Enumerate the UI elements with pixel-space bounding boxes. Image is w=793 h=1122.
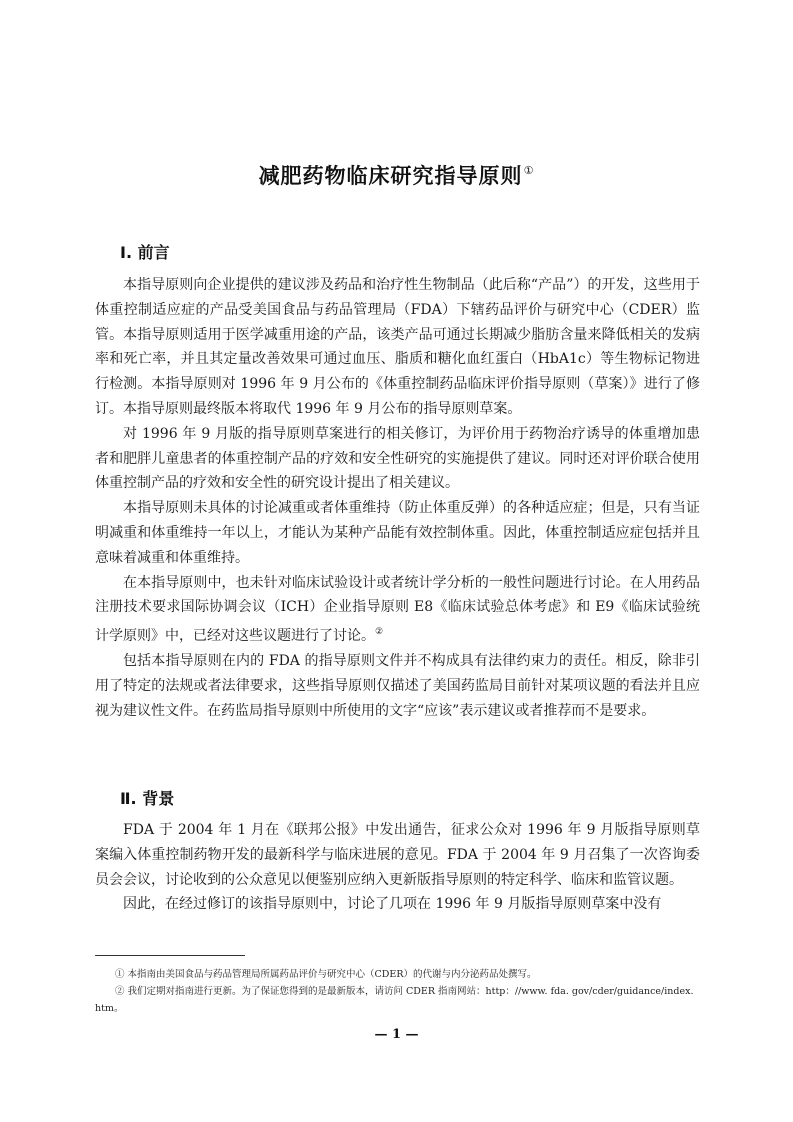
page-number: — 1 — (374, 1027, 419, 1042)
footnote-divider (95, 955, 245, 956)
paragraph-with-note (95, 571, 700, 649)
footnote: ② 我们定期对指南进行更新。为了保证您得到的是最新版本，请访问 CDER 指南网站：http：//www. fda. gov/cder/guidance/index. htm。 (95, 986, 694, 1014)
paragraph: 本指导原则向企业提供的建议涉及药品和治疗性生物制品（此后称“产品”）的开发，这些用于体重控制适应症的产品受美国食品与药品管理局（FDA）下辖药品评价与研究中心（CDER）监管。本指导原则适用于医学减重用途的产品，该类产品可通过长期减少脂肪含量来降低相关的发病率和死亡率，并且其定量改善效果可通过血压、脂质和糖化血红蛋白（HbA1c）等生物标记物进行检测。本指导原则对 1996 年 9 月公布的《体重控制药品临床评价指导原则（草案）》进行了修订。本指导原则最终版本将取代 1996 年 9 月公布的指导原则草案。 (95, 277, 700, 417)
footnote-mark: ② (375, 627, 384, 638)
footnote: ① 本指南由美国食品与药品管理局所属药品评价与研究中心（CDER）的代谢与内分泌药品处撰写。 (115, 969, 537, 980)
section-heading-preface: Ⅰ. 前言 (120, 243, 170, 262)
paragraph: 对 1996 年 9 月版的指导原则草案进行的相关修订，为评价用于药物治疗诱导的体重增加患者和肥胖儿童患者的体重控制产品的疗效和安全性研究的实施提供了建议。同时还对评价联合使用体重控制产品的疗效和安全性的研究设计提出了相关建议。 (95, 425, 700, 492)
footnotes (95, 966, 700, 1017)
title-footnote-mark: ① (523, 164, 535, 177)
paragraph: 包括本指导原则在内的 FDA 的指导原则文件并不构成具有法律约束力的责任。相反，除非引用了特定的法规或者法律要求，这些指导原则仅描述了美国药监局目前针对某项议题的看法并且应视为建议性文件。在药监局指导原则中所使用的文字“应该”表示建议或者推荐而不是要求。 (95, 652, 700, 719)
paragraph: FDA 于 2004 年 1 月在《联邦公报》中发出通告，征求公众对 1996 年 9 月版指导原则草案编入体重控制药物开发的最新科学与临床进展的意见。FDA 于 2004 年 9 月召集了一次咨询委员会会议，讨论收到的公众意见以便鉴别应纳入更新版指导原则的特定科学、临床和监管议题。 (95, 822, 700, 888)
paragraph: 本指导原则未具体的讨论减重或者体重维持（防止体重反弹）的各种适应症；但是，只有当证明减重和体重维持一年以上，才能认为某种产品能有效控制体重。因此，体重控制适应症包括并且意味着减重和体重维持。 (95, 500, 700, 566)
section-body-background (95, 818, 700, 917)
title-text: 减肥药物临床研究指导原则 (258, 164, 523, 188)
section-heading-background: Ⅱ. 背景 (120, 789, 175, 808)
section-body-preface (95, 273, 700, 723)
paragraph: 因此，在经过修订的该指导原则中，讨论了几项在 1996 年 9 月版指导原则草案中没有 (123, 896, 662, 913)
paragraph-text: 在本指导原则中，也未针对临床试验设计或者统计学分析的一般性问题进行讨论。在人用药品注册技术要求国际协调会议（ICH）企业指导原则 E8《临床试验总体考虑》和 E9《临床试验统计学原则》中，已经对这些议题进行了讨论。 (95, 574, 700, 645)
document-title (0, 160, 793, 190)
